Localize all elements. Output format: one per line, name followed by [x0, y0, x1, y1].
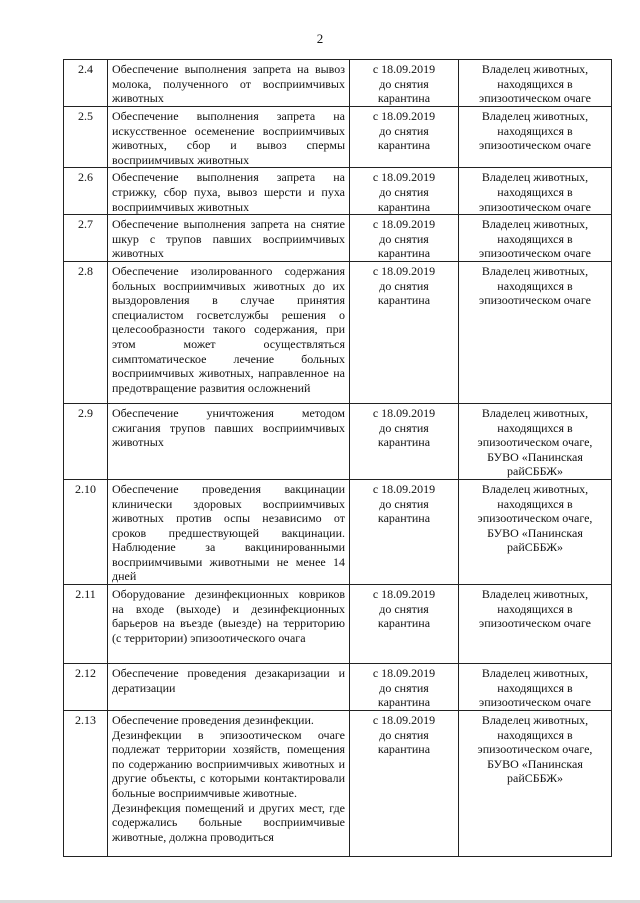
row-number: 2.5 [64, 107, 108, 168]
period-line: с 18.09.2019 [372, 713, 436, 728]
row-number: 2.6 [64, 168, 108, 215]
period-line: с 18.09.2019 [372, 62, 436, 76]
measure-paragraph: Обеспечение выполнения запрета на вывоз молока, полученного от восприимчивых животных [112, 62, 345, 106]
measure-description [108, 215, 350, 262]
responsible-line: эпизоотическом очаге [479, 91, 591, 106]
responsible-line: находящихся в [497, 184, 573, 199]
responsible-line: райСББЖ» [507, 464, 563, 479]
measure-paragraph: Обеспечение выполнения запрета на искусственное осеменение восприимчивых животных, сбор и вывоз спермы восприимчивых животных [112, 109, 345, 167]
row-number: 2.8 [64, 261, 108, 403]
responsible-line: находящихся в [497, 123, 573, 138]
responsible-party [459, 585, 612, 664]
responsible-line: Владелец животных, [481, 481, 589, 496]
responsible-line: эпизоотическом очаге, [477, 511, 593, 526]
period-line: с 18.09.2019 [372, 263, 436, 278]
measure-period [350, 107, 459, 168]
table-row [64, 585, 612, 664]
responsible-line: эпизоотическом очаге [479, 199, 591, 214]
period-line: карантина [377, 199, 431, 214]
period-line: с 18.09.2019 [372, 481, 436, 496]
table-row [64, 60, 612, 107]
period-line: с 18.09.2019 [372, 109, 436, 123]
responsible-line: Владелец животных, [481, 405, 589, 420]
period-line: карантина [377, 742, 431, 757]
period-line: карантина [377, 435, 431, 450]
responsible-line: Владелец животных, [481, 217, 589, 232]
table-row [64, 403, 612, 479]
row-number: 2.11 [64, 585, 108, 664]
measure-period [350, 60, 459, 107]
responsible-party [459, 168, 612, 215]
period-line: до снятия [379, 231, 429, 246]
measure-period [350, 585, 459, 664]
measure-paragraph: Обеспечение изолированного содержания больных восприимчивых животных до их выздоровления в случае принятия специалистом госветслужбы решения о целесообразности такого содержания, при этом может осуществляться симптоматическое лечение больных восприимчивых животных, направленное на предотвращение развития осложнений [112, 263, 345, 395]
responsible-line: находящихся в [497, 278, 573, 293]
period-line: до снятия [379, 601, 429, 616]
responsible-line: Владелец животных, [481, 587, 589, 602]
responsible-line: находящихся в [497, 727, 573, 742]
row-number: 2.10 [64, 479, 108, 584]
period-line: до снятия [379, 420, 429, 435]
period-line: с 18.09.2019 [372, 170, 436, 185]
period-line: карантина [377, 246, 431, 261]
responsible-party [459, 711, 612, 857]
measure-description [108, 711, 350, 857]
responsible-line: находящихся в [497, 76, 573, 91]
responsible-line: эпизоотическом очаге [479, 293, 591, 308]
measure-paragraph: Обеспечение выполнения запрета на снятие шкур с трупов павших восприимчивых животных [112, 217, 345, 261]
period-line: до снятия [379, 184, 429, 199]
responsible-line: находящихся в [497, 496, 573, 511]
table-row [64, 215, 612, 262]
measure-period [350, 479, 459, 584]
measure-paragraph: Обеспечение проведения дезакаризации и дератизации [112, 666, 345, 695]
responsible-line: находящихся в [497, 420, 573, 435]
responsible-line: райСББЖ» [507, 771, 563, 786]
period-line: до снятия [379, 680, 429, 695]
period-line: до снятия [379, 727, 429, 742]
table-row [64, 261, 612, 403]
period-line: до снятия [379, 123, 429, 138]
measure-paragraph: Дезинфекция помещений и других мест, где содержались больные восприимчивые животные, должна проводиться [112, 800, 345, 844]
measure-description [108, 107, 350, 168]
responsible-line: эпизоотическом очаге, [477, 742, 593, 757]
table-row [64, 664, 612, 711]
period-line: до снятия [379, 278, 429, 293]
measure-description [108, 403, 350, 479]
measure-description [108, 168, 350, 215]
table-row [64, 479, 612, 584]
measures-table [63, 59, 612, 857]
measures-table-body [64, 60, 612, 857]
measure-description [108, 585, 350, 664]
responsible-line: Владелец животных, [481, 713, 589, 728]
responsible-line: Владелец животных, [481, 263, 589, 278]
measure-description [108, 261, 350, 403]
measure-paragraph: Обеспечение проведения вакцинации клинически здоровых восприимчивых животных против оспы независимо от сроков предшествующей вакцинации. Наблюдение за вакцинированными восприимчивыми животными не менее 14 дней [112, 481, 345, 584]
table-row [64, 168, 612, 215]
responsible-party [459, 261, 612, 403]
responsible-line: эпизоотическом очаге [479, 695, 591, 710]
measure-description [108, 60, 350, 107]
responsible-line: эпизоотическом очаге [479, 138, 591, 153]
responsible-party [459, 664, 612, 711]
period-line: до снятия [379, 76, 429, 91]
responsible-line: эпизоотическом очаге [479, 616, 591, 631]
row-number: 2.12 [64, 664, 108, 711]
responsible-line: БУВО «Панинская [487, 449, 583, 464]
period-line: карантина [377, 138, 431, 153]
measure-paragraph: Оборудование дезинфекционных ковриков на входе (выходе) и дезинфекционных барьеров на въезде (выезде) на территорию (с территории) эпизоотического очага [112, 587, 345, 645]
measure-period [350, 215, 459, 262]
period-line: карантина [377, 695, 431, 710]
responsible-line: Владелец животных, [481, 666, 589, 681]
responsible-line: БУВО «Панинская [487, 525, 583, 540]
page-number: 2 [316, 31, 324, 46]
period-line: карантина [377, 91, 431, 106]
table-row [64, 107, 612, 168]
responsible-line: Владелец животных, [481, 109, 589, 123]
responsible-line: Владелец животных, [481, 170, 589, 185]
measure-period [350, 403, 459, 479]
row-number: 2.9 [64, 403, 108, 479]
period-line: с 18.09.2019 [372, 587, 436, 602]
measure-description [108, 479, 350, 584]
period-line: с 18.09.2019 [372, 405, 436, 420]
row-number: 2.4 [64, 60, 108, 107]
measure-paragraph: Обеспечение проведения дезинфекции. [112, 713, 314, 728]
measure-period [350, 711, 459, 857]
measure-paragraph: Обеспечение уничтожения методом сжигания трупов павших восприимчивых животных [112, 405, 345, 450]
responsible-line: находящихся в [497, 680, 573, 695]
measure-period [350, 664, 459, 711]
responsible-line: эпизоотическом очаге, [477, 435, 593, 450]
responsible-line: БУВО «Панинская [487, 756, 583, 771]
responsible-line: находящихся в [497, 231, 573, 246]
period-line: до снятия [379, 496, 429, 511]
row-number: 2.13 [64, 711, 108, 857]
responsible-line: Владелец животных, [481, 62, 589, 76]
responsible-party [459, 403, 612, 479]
table-row [64, 711, 612, 857]
responsible-party [459, 215, 612, 262]
period-line: с 18.09.2019 [372, 217, 436, 232]
measure-description [108, 664, 350, 711]
measure-period [350, 261, 459, 403]
period-line: карантина [377, 511, 431, 526]
measure-paragraph: Обеспечение выполнения запрета на стрижку, сбор пуха, вывоз шерсти и пуха восприимчивых животных [112, 170, 345, 214]
period-line: карантина [377, 616, 431, 631]
responsible-line: райСББЖ» [507, 540, 563, 555]
measure-paragraph: Дезинфекции в эпизоотическом очаге подлежат территории хозяйств, помещения по содержанию восприимчивых животных и другие объекты, с которыми контактировали больные восприимчивые животные. [112, 727, 345, 801]
period-line: с 18.09.2019 [372, 666, 436, 681]
responsible-line: эпизоотическом очаге [479, 246, 591, 261]
row-number: 2.7 [64, 215, 108, 262]
responsible-line: находящихся в [497, 601, 573, 616]
measure-period [350, 168, 459, 215]
responsible-party [459, 107, 612, 168]
period-line: карантина [377, 293, 431, 308]
responsible-party [459, 60, 612, 107]
responsible-party [459, 479, 612, 584]
